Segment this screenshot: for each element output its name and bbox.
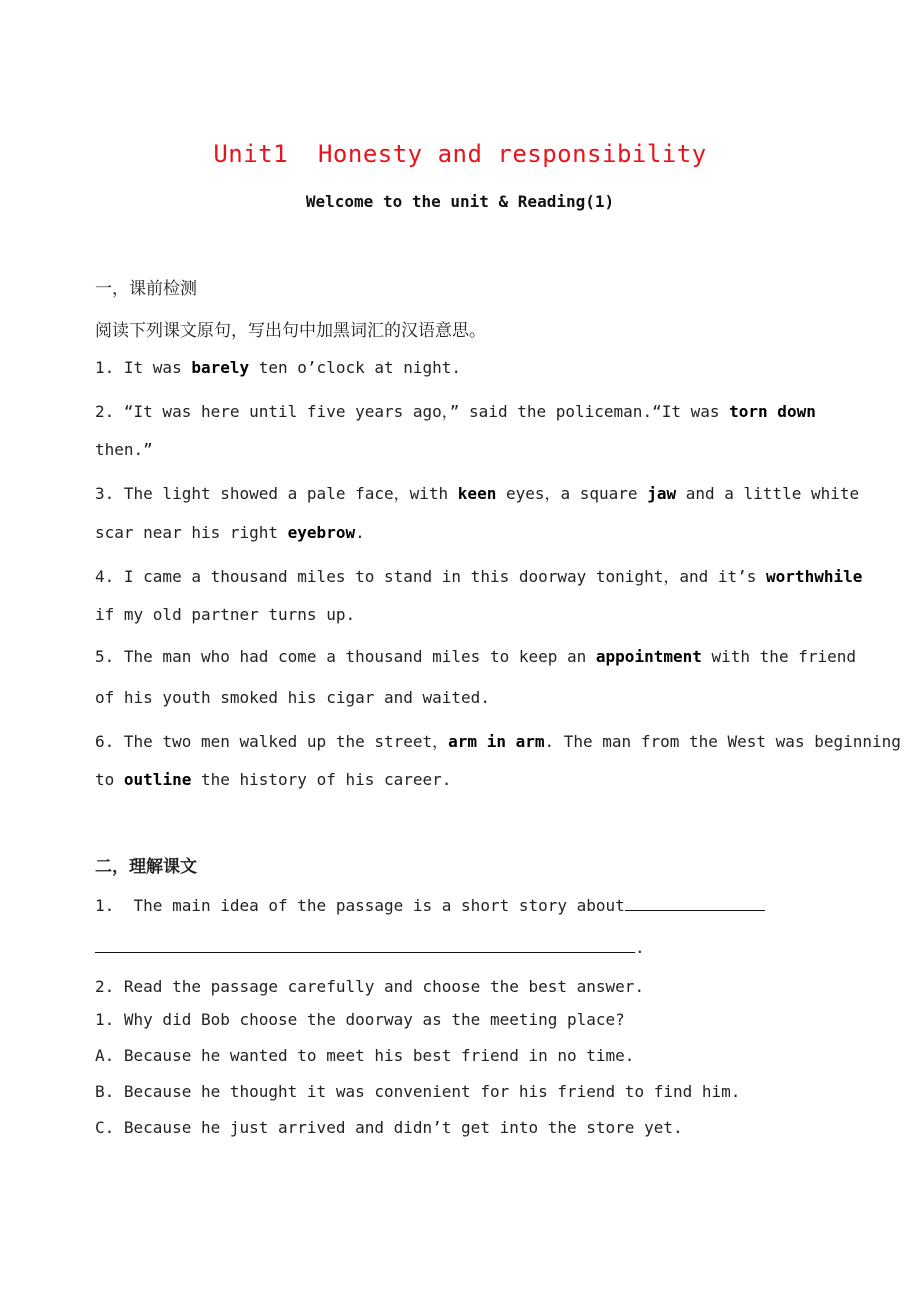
sentence-6: 6. The two men walked up the street，arm in arm. The man from the West was beginning — [95, 732, 901, 751]
section1-instruction: 阅读下列课文原句，写出句中加黑词汇的汉语意思。 — [95, 321, 486, 341]
sentence-4: 4. I came a thousand miles to stand in this doorway tonight，and it’s worthwhile — [95, 567, 863, 586]
sentence-5-cont: of his youth smoked his cigar and waited. — [95, 688, 490, 707]
sentence-3: 3. The light showed a pale face，with keen eyes，a square jaw and a little white — [95, 484, 860, 503]
page-title: Unit1 Honesty and responsibility — [213, 140, 707, 168]
keyword: jaw — [647, 484, 677, 503]
option-c: C. Because he just arrived and didn’t get into the store yet. — [95, 1118, 683, 1137]
section1-heading: 一，课前检测 — [95, 279, 197, 299]
option-a: A. Because he wanted to meet his best friend in no time. — [95, 1046, 635, 1065]
keyword: keen — [457, 484, 497, 503]
sentence-5: 5. The man who had come a thousand miles to keep an appointment with the friend — [95, 647, 856, 666]
option-b: B. Because he thought it was convenient for his friend to find him. — [95, 1082, 741, 1101]
question-1: 1. The main idea of the passage is a short story about — [95, 894, 765, 915]
sub-question: 1. Why did Bob choose the doorway as the meeting place? — [95, 1010, 625, 1029]
page-subtitle: Welcome to the unit & Reading(1) — [305, 192, 615, 211]
keyword: arm in arm — [448, 732, 545, 751]
sentence-2-cont: then.” — [95, 440, 153, 459]
sentence-1: 1. It was barely ten o’clock at night. — [95, 358, 462, 377]
keyword: appointment — [595, 647, 702, 666]
question-1-cont: . — [95, 936, 645, 957]
sentence-3-cont: scar near his right eyebrow. — [95, 523, 365, 542]
keyword: eyebrow — [287, 523, 356, 542]
keyword: barely — [191, 358, 250, 377]
keyword: worthwhile — [766, 567, 863, 586]
answer-blank[interactable] — [625, 894, 765, 911]
sentence-2: 2. “It was here until five years ago，” said the policeman.“It was torn down — [95, 402, 816, 421]
sentence-6-cont: to outline the history of his career. — [95, 770, 452, 789]
answer-blank[interactable] — [95, 936, 635, 953]
keyword: outline — [123, 770, 192, 789]
section2-heading: 二，理解课文 — [95, 857, 197, 877]
sentence-4-cont: if my old partner turns up. — [95, 605, 356, 624]
keyword: torn down — [729, 402, 816, 421]
question-2: 2. Read the passage carefully and choose the best answer. — [95, 977, 645, 996]
